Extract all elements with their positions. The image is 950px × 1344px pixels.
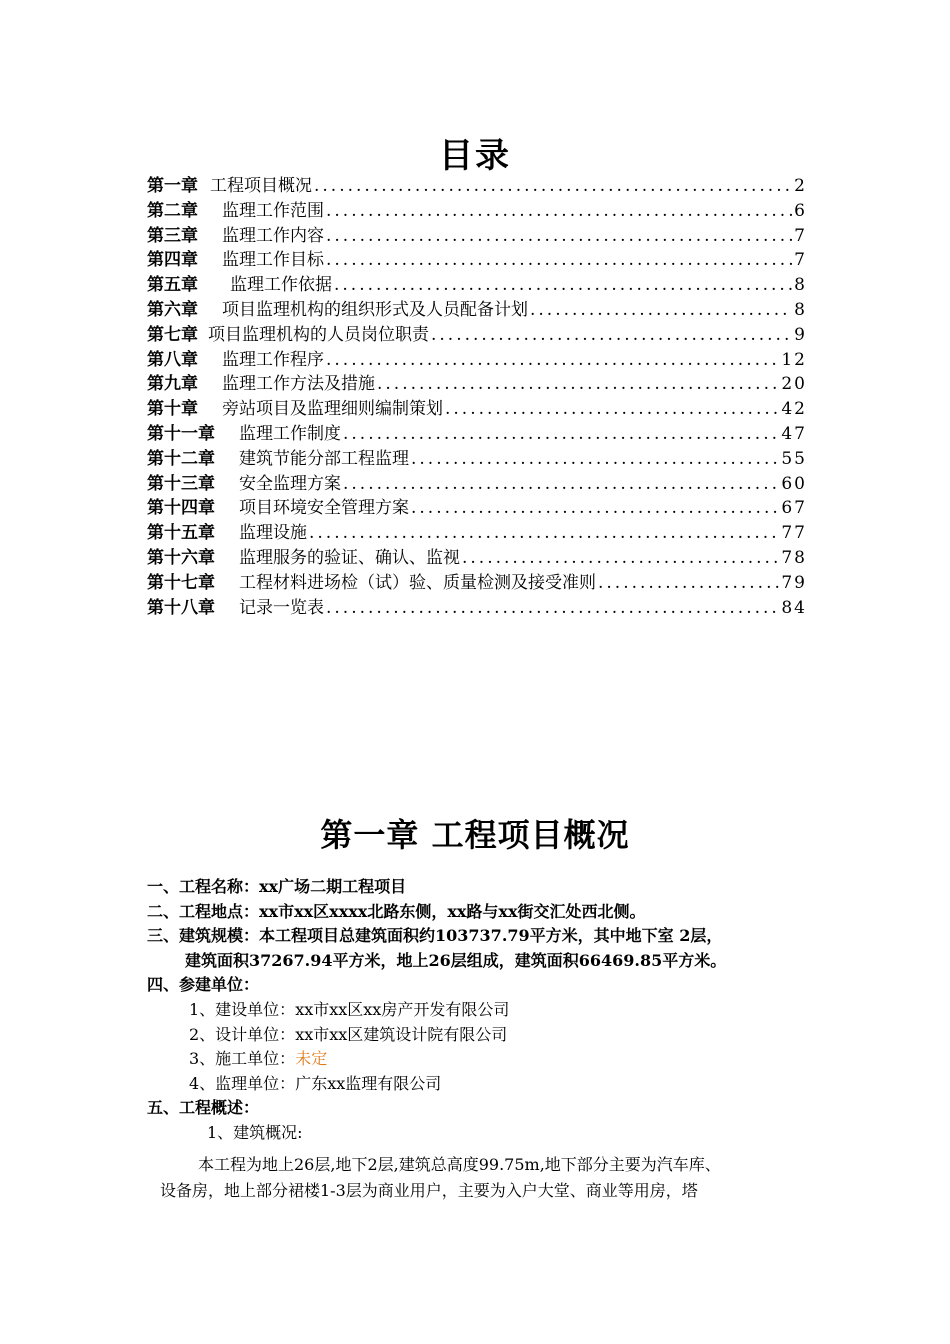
toc-entry[interactable] (147, 496, 807, 521)
toc-page-number: 8 (794, 275, 807, 296)
toc-leader-dots (309, 521, 779, 546)
toc-page-number: 47 (781, 423, 807, 444)
toc-entry[interactable] (147, 422, 807, 447)
toc-leader-dots (343, 472, 779, 497)
toc-chapter-title: 安全监理方案 (239, 473, 341, 494)
toc-leader-dots (411, 496, 779, 521)
unit-item (147, 1047, 847, 1072)
toc-chapter-title: 监理工作依据 (230, 275, 332, 296)
toc-entry[interactable] (147, 571, 807, 596)
toc-chapter-title: 旁站项目及监理细则编制策划 (222, 399, 443, 420)
toc-entry[interactable] (147, 248, 807, 273)
building-scale-label: 三、建筑规模： (147, 926, 260, 946)
toc-leader-dots (445, 397, 779, 422)
toc-entry[interactable] (147, 596, 807, 621)
toc-page-number: 67 (781, 498, 807, 519)
toc-leader-dots (411, 447, 779, 472)
toc-chapter-number: 第十一章 (147, 423, 215, 444)
toc-entry[interactable] (147, 348, 807, 373)
toc-leader-dots (314, 174, 792, 199)
toc-chapter-title: 项目环境安全管理方案 (239, 498, 409, 519)
unit-item (147, 1023, 847, 1048)
toc-leader-dots (462, 546, 779, 571)
toc-chapter-title: 工程项目概况 (210, 176, 312, 196)
toc-chapter-title: 建筑节能分部工程监理 (239, 448, 409, 469)
toc-leader-dots (326, 199, 792, 224)
toc-chapter-title: 工程材料进场检（试）验、质量检测及接受准则 (239, 572, 596, 593)
toc-chapter-number: 第十八章 (147, 597, 215, 618)
unit-label: 3、施工单位： (189, 1049, 296, 1069)
toc-page-number: 20 (781, 374, 807, 395)
toc-chapter-title: 项目监理机构的组织形式及人员配备计划 (222, 299, 528, 320)
toc-page-number: 9 (794, 324, 807, 345)
toc-page-number: 7 (794, 250, 807, 271)
toc-entry[interactable] (147, 546, 807, 571)
building-overview-subheading: 1、建筑概况: (207, 1122, 303, 1142)
toc-chapter-title: 监理工作内容 (222, 225, 324, 246)
toc-chapter-number: 第七章 (147, 324, 198, 345)
toc-entry[interactable] (147, 372, 807, 397)
unit-value-highlight: 未定 (295, 1049, 328, 1069)
unit-label: 1、建设单位： (189, 999, 296, 1019)
unit-label: 2、设计单位： (189, 1024, 296, 1044)
toc-page-number: 12 (781, 349, 807, 370)
project-location-value: xx市xx区xxxx北路东侧，xx路与xx街交汇处西北侧。 (259, 901, 646, 921)
toc-leader-dots (334, 273, 792, 298)
toc-page-number: 60 (781, 473, 807, 494)
toc-entry[interactable] (147, 521, 807, 546)
toc-chapter-number: 第一章 (147, 176, 198, 196)
toc-chapter-number: 第十章 (147, 399, 198, 420)
toc-chapter-title: 记录一览表 (239, 597, 324, 618)
toc-entry[interactable] (147, 447, 807, 472)
toc-chapter-title: 监理工作程序 (222, 349, 324, 370)
toc-chapter-number: 第十三章 (147, 473, 215, 494)
toc-chapter-number: 第二章 (147, 200, 198, 221)
toc-chapter-number: 第四章 (147, 250, 198, 271)
unit-item (147, 1072, 847, 1097)
toc-chapter-title: 监理工作目标 (222, 250, 324, 271)
toc-leader-dots (431, 323, 792, 348)
toc-page-number: 2 (794, 176, 807, 196)
toc-leader-dots (326, 596, 779, 621)
toc-chapter-title: 监理设施 (239, 523, 307, 544)
project-location-line (147, 900, 847, 925)
unit-value: xx市xx区建筑设计院有限公司 (295, 1024, 508, 1044)
building-scale-value: 本工程项目总建筑面积约103737.79平方米，其中地下室 2层， (259, 926, 723, 946)
paragraph-line: 设备房，地上部分裙楼1-3层为商业用户，主要为入户大堂、商业等用房，塔 (160, 1181, 698, 1200)
toc-entry[interactable] (147, 174, 807, 199)
unit-label: 4、监理单位： (189, 1073, 296, 1093)
toc-chapter-number: 第八章 (147, 349, 198, 370)
toc-page-number: 42 (781, 399, 807, 420)
building-scale-continued: 建筑面积37267.94平方米，地上26层组成，建筑面积66469.85平方米。 (185, 950, 727, 970)
toc-chapter-number: 第九章 (147, 374, 198, 395)
overview-paragraph (162, 1152, 842, 1204)
toc-page-number: 77 (781, 523, 807, 544)
building-scale-line (147, 924, 847, 949)
toc-entry[interactable] (147, 323, 807, 348)
toc-page-number: 6 (794, 200, 807, 221)
toc-chapter-number: 第五章 (147, 275, 198, 296)
toc-chapter-number: 第十五章 (147, 523, 215, 544)
toc-leader-dots (377, 372, 779, 397)
chapter-heading: 第一章 工程项目概况 (320, 816, 630, 854)
toc-chapter-title: 监理工作方法及措施 (222, 374, 375, 395)
unit-value: 广东xx监理有限公司 (295, 1073, 442, 1093)
toc-chapter-number: 第六章 (147, 299, 198, 320)
unit-value: xx市xx区xx房产开发有限公司 (295, 999, 510, 1019)
participating-units-label: 四、参建单位： (147, 975, 260, 995)
toc-page-number: 78 (781, 547, 807, 568)
project-name-line (147, 875, 847, 900)
toc-leader-dots (530, 298, 792, 323)
toc-entry[interactable] (147, 224, 807, 249)
project-name-label: 一、工程名称： (147, 877, 260, 896)
toc-chapter-title: 监理工作制度 (239, 423, 341, 444)
toc-entry[interactable] (147, 298, 807, 323)
project-overview-label: 五、工程概述： (147, 1098, 260, 1118)
toc-entry[interactable] (147, 472, 807, 497)
project-info (147, 875, 847, 1146)
toc-leader-dots (598, 571, 779, 596)
toc-leader-dots (343, 422, 779, 447)
toc-leader-dots (326, 348, 779, 373)
toc-chapter-number: 第十四章 (147, 498, 215, 519)
toc-chapter-title: 项目监理机构的人员岗位职责 (208, 324, 429, 345)
toc-chapter-title: 监理服务的验证、确认、监视 (239, 547, 460, 568)
toc-chapter-number: 第十七章 (147, 572, 215, 593)
toc-page-number: 84 (781, 597, 807, 618)
project-location-label: 二、工程地点： (147, 901, 260, 921)
toc-leader-dots (326, 248, 792, 273)
paragraph-line: 本工程为地上26层,地下2层,建筑总高度99.75m,地下部分主要为汽车库、 (198, 1155, 721, 1174)
toc-entry[interactable] (147, 397, 807, 422)
toc-leader-dots (326, 224, 792, 249)
toc-page-number: 7 (794, 225, 807, 246)
unit-item (147, 998, 847, 1023)
toc-chapter-number: 第十二章 (147, 448, 215, 469)
toc-page-number: 55 (781, 448, 807, 469)
project-name-value: xx广场二期工程项目 (259, 877, 407, 896)
toc-entry[interactable] (147, 199, 807, 224)
table-of-contents (147, 174, 807, 620)
toc-chapter-number: 第十六章 (147, 547, 215, 568)
toc-chapter-title: 监理工作范围 (222, 200, 324, 221)
toc-title: 目录 (439, 136, 511, 176)
toc-page-number: 8 (794, 299, 807, 320)
toc-entry[interactable] (147, 273, 807, 298)
toc-page-number: 79 (781, 572, 807, 593)
toc-chapter-number: 第三章 (147, 225, 198, 246)
